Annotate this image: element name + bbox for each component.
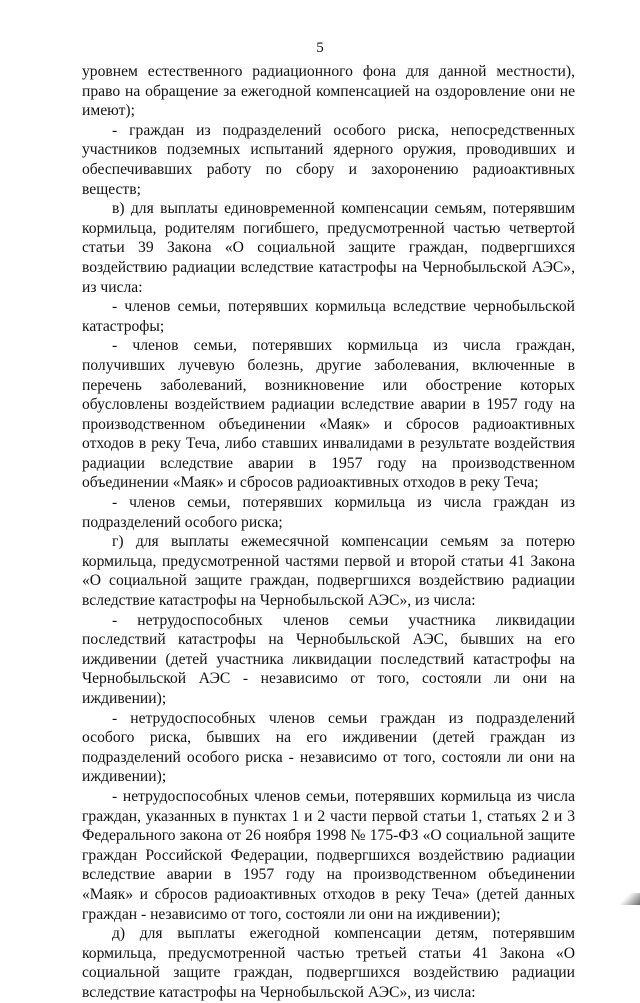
paragraph-p9: - нетрудоспособных членов семьи, потерявших кормильца из числа граждан, указанных в пунктах 1 и 2 части первой статьи 1, статьях 2 и 3 Федерального закона от 26 ноября 1998 № 175-ФЗ «О социальной защите граждан Российской Федерации, подвергшихся воздействию радиации вследствие аварии в 1957 году на производственном объединении «Маяк» и сбросов радиоактивных отходов в реку Теча» (детей данных граждан - независимо от того, состояли ли они на иждивении); <box>82 787 575 923</box>
paragraph-p1: - граждан из подразделений особого риска, непосредственных участников подземных испытаний ядерного оружия, проводивших и обеспечивавших работу по сбору и захоронению радиоактивных веществ; <box>82 121 575 198</box>
paragraph-p4: - членов семьи, потерявших кормильца из числа граждан, получивших лучевую болезнь, другие заболевания, включенные в перечень заболеваний, возникновение или обострение которых обусловлены воздействием радиации вследствие аварии в 1957 году на производственном объединении «Маяк» и сбросов радиоактивных отходов в реку Теча, либо ставших инвалидами в результате воздействия радиации вследствие аварии в 1957 году на производственном объединении «Маяк» и сбросов радиоактивных отходов в реку Теча; <box>82 337 575 492</box>
page-number: 5 <box>316 40 324 56</box>
paragraph-p0: уровнем естественного радиационного фона для данной местности), право на обращение за ежегодной компенсацией на оздоровление они не имеют); <box>82 63 575 120</box>
paragraph-p8: - нетрудоспособных членов семьи граждан из подразделений особого риска, бывших на его иждивении (детей граждан из подразделений особого риска - независимо от того, состояли ли они на иждивении); <box>82 709 575 786</box>
paragraph-p2: в) для выплаты единовременной компенсации семьям, потерявшим кормильца, родителям погибшего, предусмотренной частью четвертой статьи 39 Закона «О социальной защите граждан, подвергшихся воздействию радиации вследствие катастрофы на Чернобыльской АЭС», из числа: <box>82 200 575 296</box>
scan-edge-artifact <box>612 893 640 905</box>
document-body <box>82 62 575 1003</box>
paragraph-p10: д) для выплаты ежегодной компенсации детям, потерявшим кормильца, предусмотренной частью третьей статьи 41 Закона «О социальной защите граждан, подвергшихся воздействию радиации вследствие катастрофы на Чернобыльской АЭС», из числа: <box>82 925 575 1001</box>
paragraph-p5: - членов семьи, потерявших кормильца из числа граждан из подразделений особого риска; <box>82 494 575 531</box>
paragraph-p6: г) для выплаты ежемесячной компенсации семьям за потерю кормильца, предусмотренной частями первой и второй статьи 41 Закона «О социальной защите граждан, подвергшихся воздействию радиации вследствие катастрофы на Чернобыльской АЭС», из числа: <box>82 533 575 610</box>
paragraph-p3: - членов семьи, потерявших кормильца вследствие чернобыльской катастрофы; <box>82 298 575 335</box>
paragraph-p7: - нетрудоспособных членов семьи участника ликвидации последствий катастрофы на Чернобыльской АЭС, бывших на его иждивении (детей участника ликвидации последствий катастрофы на Чернобыльской АЭС - независимо от того, состояли ли они на иждивении); <box>82 611 575 707</box>
